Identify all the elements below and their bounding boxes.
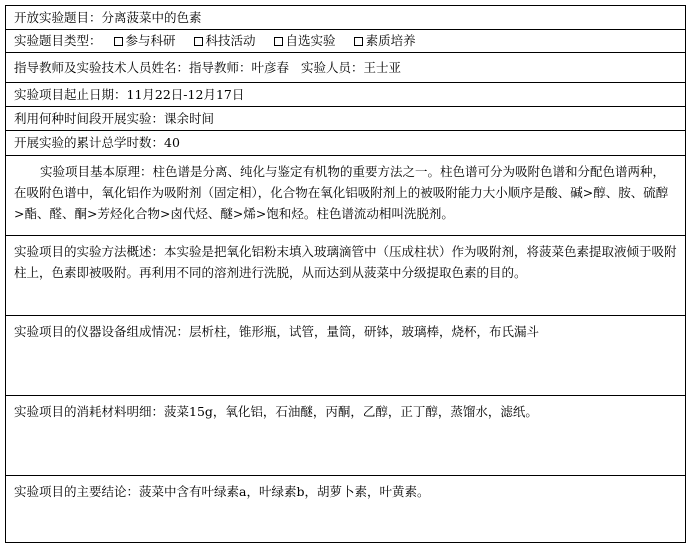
equipment-text: 实验项目的仪器设备组成情况：层析柱，锥形瓶，试管，量筒，研钵，玻璃棒，烧杯，布氏漏斗 (14, 324, 540, 339)
teacher-name: 指导教师：叶彦春 (189, 59, 290, 75)
conclusion-row (6, 476, 685, 542)
method-row (6, 236, 685, 316)
conclusion-text: 实验项目的主要结论：菠菜中含有叶绿素a，叶绿素b，胡萝卜素，叶黄素。 (14, 484, 430, 499)
student-name: 实验人员：王士亚 (301, 59, 402, 75)
equipment-row (6, 316, 685, 396)
principle-text: 实验项目基本原理：柱色谱是分离、纯化与鉴定有机物的重要方法之一。柱色谱可分为吸附色谱和分配色谱两种，在吸附色谱中，氧化铝作为吸附剂（固定相），化合物在氧化铝吸附剂上的被吸附能力大小顺序是酸、碱>醇、胺、硫醇>酯、醛、酮>芳烃化合物>卤代烃、醚>烯>饱和烃。柱色谱流动相叫洗脱剂。 (14, 164, 669, 221)
principle-row (6, 156, 685, 236)
checkbox-icon[interactable] (274, 37, 283, 46)
type-option-tech-activity[interactable]: 科技活动 (194, 33, 256, 49)
materials-text: 实验项目的消耗材料明细：菠菜15g，氧化铝，石油醚，丙酮，乙醇，正丁醇，蒸馏水，滤纸。 (14, 404, 538, 419)
checkbox-icon[interactable] (114, 37, 123, 46)
method-text: 实验项目的实验方法概述：本实验是把氧化铝粉末填入玻璃滴管中（压成柱状）作为吸附剂，将菠菜色素提取液倾于吸附柱上，色素即被吸附。再利用不同的溶剂进行洗脱，从而达到从菠菜中分级提取色素的目的。 (14, 244, 677, 280)
title-row (6, 6, 685, 30)
hours-row (6, 131, 685, 156)
experiment-form (5, 5, 686, 543)
checkbox-icon[interactable] (354, 37, 363, 46)
date-range: 实验项目起止日期：11月22日-12月17日 (14, 86, 245, 102)
type-option-quality[interactable]: 素质培养 (354, 33, 416, 49)
staff-row (6, 53, 685, 83)
type-option-research[interactable]: 参与科研 (114, 33, 176, 49)
dates-row (6, 83, 685, 107)
type-row (6, 30, 685, 53)
time-period: 利用何种时间段开展实验：课余时间 (14, 110, 215, 126)
time-row (6, 107, 685, 131)
type-label: 实验题目类型： (14, 33, 102, 48)
staff-label: 指导教师及实验技术人员姓名： (14, 59, 190, 75)
total-hours: 开展实验的累计总学时数：40 (14, 135, 180, 150)
type-option-self-selected[interactable]: 自选实验 (274, 33, 336, 49)
materials-row (6, 396, 685, 476)
checkbox-icon[interactable] (194, 37, 203, 46)
experiment-title: 开放实验题目：分离菠菜中的色素 (14, 9, 202, 25)
